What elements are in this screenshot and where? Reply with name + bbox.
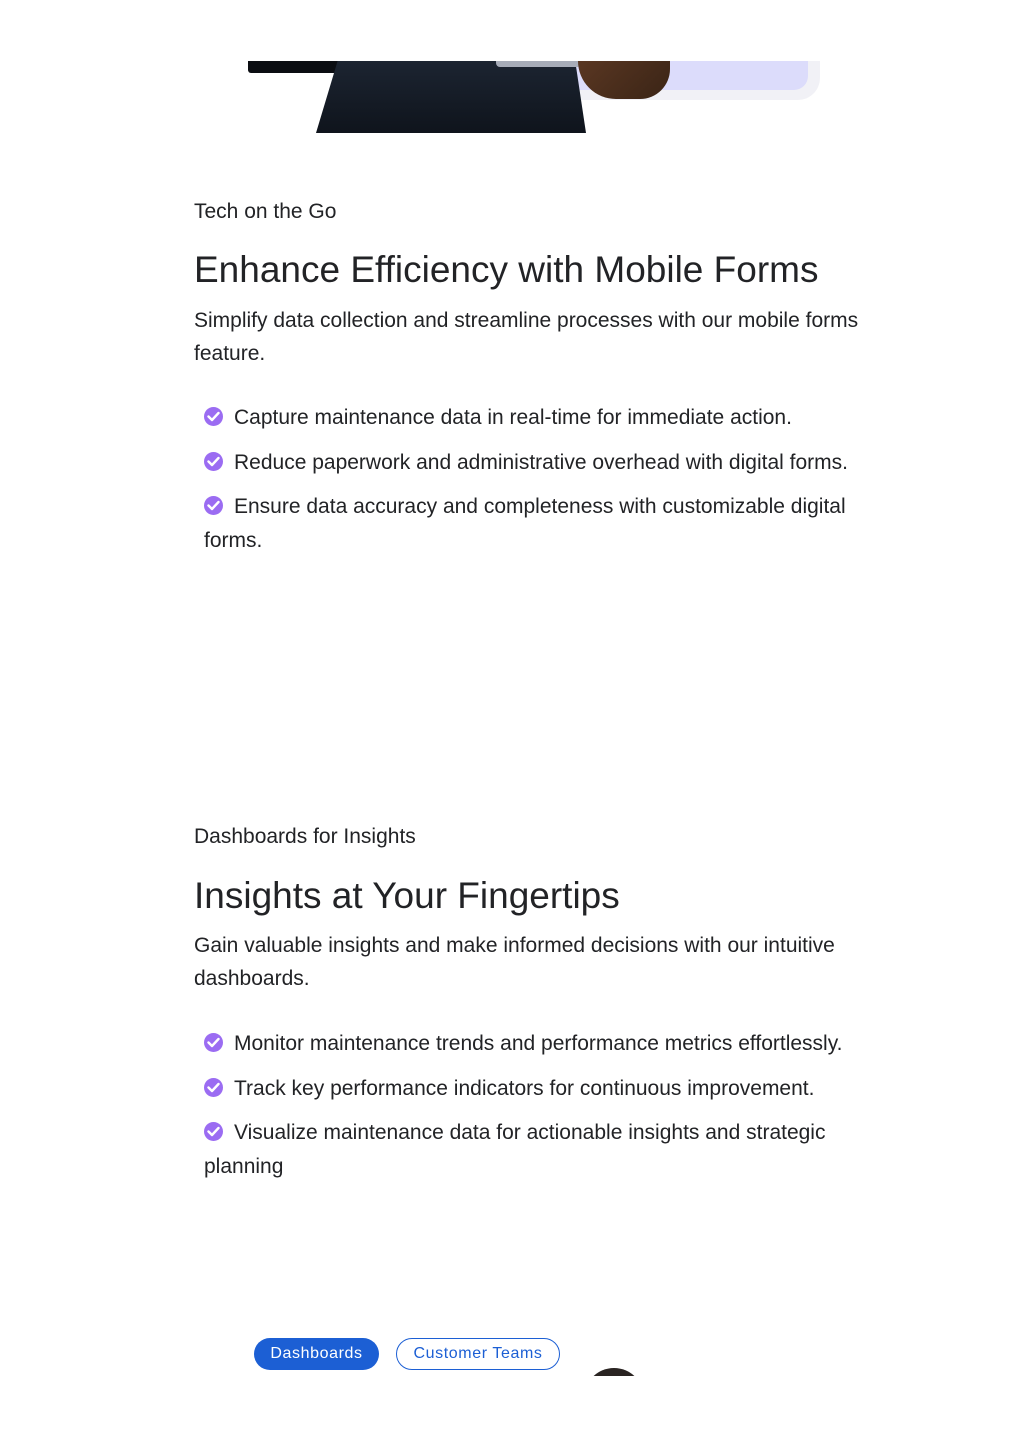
list-item	[204, 1072, 854, 1106]
feature-list	[204, 401, 854, 568]
list-item	[204, 490, 854, 557]
feature-text: Capture maintenance data in real-time for immediate action.	[234, 406, 792, 429]
check-circle-icon	[204, 1122, 223, 1141]
list-item	[204, 1027, 854, 1061]
check-circle-icon	[204, 1033, 223, 1052]
check-circle-icon	[204, 452, 223, 471]
check-circle-icon	[204, 496, 223, 515]
section-title: Insights at Your Fingertips	[194, 875, 620, 916]
list-item	[204, 401, 854, 435]
mobile-hero-illustration	[0, 61, 1024, 133]
person-cuff	[496, 61, 582, 67]
tab-dashboards[interactable]: Dashboards	[254, 1338, 379, 1370]
tab-customer-teams[interactable]: Customer Teams	[396, 1338, 560, 1370]
feature-text: Reduce paperwork and administrative overhead with digital forms.	[234, 450, 848, 474]
list-item	[204, 1116, 854, 1183]
feature-list	[204, 1027, 854, 1194]
feature-text: Ensure data accuracy and completeness with customizable digital forms.	[204, 495, 846, 552]
feature-text: Track key performance indicators for continuous improvement.	[234, 1076, 815, 1100]
list-item	[204, 446, 854, 480]
person-torso	[316, 61, 586, 133]
section-title: Enhance Efficiency with Mobile Forms	[194, 249, 819, 290]
section-eyebrow: Dashboards for Insights	[194, 825, 416, 848]
check-circle-icon	[204, 407, 223, 426]
section-description: Simplify data collection and streamline processes with our mobile forms feature.	[194, 309, 859, 365]
section-description: Gain valuable insights and make informed decisions with our intuitive dashboards.	[194, 934, 835, 990]
avatar	[584, 1368, 644, 1376]
check-circle-icon	[204, 1078, 223, 1097]
feature-text: Visualize maintenance data for actionable insights and strategic planning	[204, 1121, 826, 1178]
feature-text: Monitor maintenance trends and performance metrics effortlessly.	[234, 1032, 843, 1055]
section-eyebrow: Tech on the Go	[194, 200, 337, 223]
